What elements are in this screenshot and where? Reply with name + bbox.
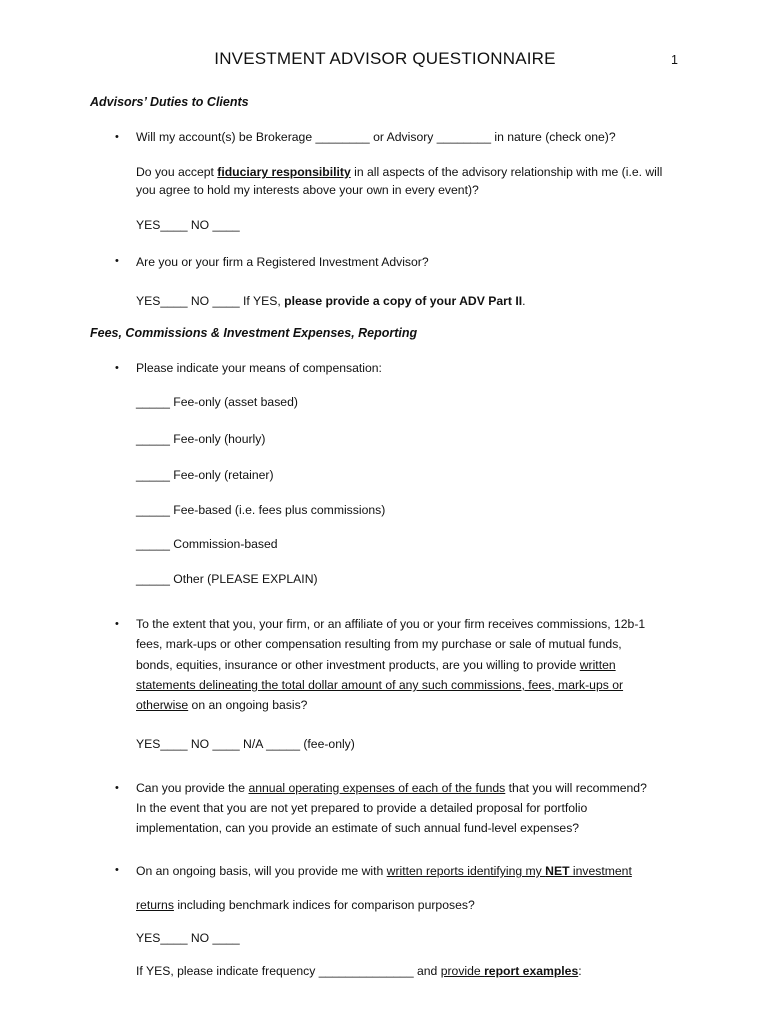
question-report-frequency-provide: provide	[440, 964, 485, 978]
question-commissions-line3-pre: bonds, equities, insurance or other investment products, are you willing to provide	[136, 658, 580, 672]
page-number: 1	[671, 53, 678, 67]
option-commission-based: _____ Commission-based	[136, 537, 278, 551]
question-fiduciary-pre: Do you accept	[136, 165, 218, 179]
answer-yes-no-fiduciary: YES____ NO ____	[136, 218, 240, 232]
answer-yes-no-reports: YES____ NO ____	[136, 931, 240, 945]
option-fee-only-hourly: _____ Fee-only (hourly)	[136, 432, 266, 446]
question-commissions-line1: To the extent that you, your firm, or an affiliate of you or your firm receives commissions, 12b-1	[136, 617, 646, 631]
question-fiduciary-line2: you agree to hold my interests above your own in every event)?	[136, 183, 479, 197]
question-net-returns-line2	[136, 895, 475, 915]
question-fund-expenses-pre: Can you provide the	[136, 781, 249, 795]
section-heading-duties: Advisors’ Duties to Clients	[90, 95, 249, 109]
section-heading-fees: Fees, Commissions & Investment Expenses, Reporting	[90, 326, 418, 340]
question-report-frequency-post: :	[578, 964, 582, 978]
bullet-icon: •	[115, 864, 119, 876]
question-net-returns	[136, 861, 632, 881]
answer-yes-no-ria	[136, 291, 526, 311]
question-fund-expenses	[136, 778, 647, 798]
question-commissions-line2: fees, mark-ups or other compensation resulting from my purchase or sale of mutual funds,	[136, 637, 622, 651]
question-commissions-line3	[136, 655, 616, 675]
option-fee-based: _____ Fee-based (i.e. fees plus commissions)	[136, 503, 386, 517]
bullet-icon: •	[115, 131, 119, 143]
question-commissions-line5-post: on an ongoing basis?	[188, 698, 308, 712]
document-title: INVESTMENT ADVISOR QUESTIONNAIRE	[214, 49, 556, 68]
question-fiduciary	[136, 162, 662, 182]
answer-ria-pre: YES____ NO ____ If YES,	[136, 294, 285, 308]
question-fund-expenses-line2: In the event that you are not yet prepared to provide a detailed proposal for portfolio	[136, 801, 588, 815]
question-report-frequency-pre: If YES, please indicate frequency ______________ and	[136, 964, 441, 978]
question-net-returns-u1: written reports identifying my	[386, 864, 546, 878]
question-report-frequency	[136, 961, 582, 981]
question-fund-expenses-underlined: annual operating expenses of each of the funds	[248, 781, 506, 795]
question-fiduciary-post: in all aspects of the advisory relationship with me (i.e. will	[350, 165, 663, 179]
answer-ria-post: .	[522, 294, 526, 308]
question-commissions-otherwise: otherwise	[136, 698, 189, 712]
answer-yes-no-na-commissions: YES____ NO ____ N/A _____ (fee-only)	[136, 737, 355, 751]
option-fee-only-asset: _____ Fee-only (asset based)	[136, 395, 298, 409]
question-net-returns-u2: investment	[569, 864, 632, 878]
question-commissions-written: written	[579, 658, 616, 672]
question-compensation: Please indicate your means of compensation:	[136, 361, 382, 375]
question-net-returns-line2-post: including benchmark indices for comparison purposes?	[173, 898, 475, 912]
option-fee-only-retainer: _____ Fee-only (retainer)	[136, 468, 274, 482]
bullet-icon: •	[115, 782, 119, 794]
bullet-icon: •	[115, 618, 119, 630]
question-net-returns-returns: returns	[136, 898, 174, 912]
question-account-type: Will my account(s) be Brokerage ________ or Advisory ________ in nature (check one)?	[136, 130, 616, 144]
question-net-returns-pre: On an ongoing basis, will you provide me with	[136, 864, 387, 878]
question-report-examples: report examples	[484, 964, 579, 978]
question-commissions-line4: statements delineating the total dollar amount of any such commissions, fees, mark-ups or	[136, 678, 624, 692]
question-fund-expenses-post: that you will recommend?	[505, 781, 647, 795]
question-net-returns-net: NET	[545, 864, 570, 878]
answer-ria-bold: please provide a copy of your ADV Part II	[284, 294, 523, 308]
bullet-icon: •	[115, 255, 119, 267]
question-ria: Are you or your firm a Registered Investment Advisor?	[136, 255, 429, 269]
bullet-icon: •	[115, 362, 119, 374]
question-commissions-line5	[136, 695, 307, 715]
option-other: _____ Other (PLEASE EXPLAIN)	[136, 572, 318, 586]
question-fund-expenses-line3: implementation, can you provide an estimate of such annual fund-level expenses?	[136, 821, 580, 835]
fiduciary-responsibility-term: fiduciary responsibility	[217, 165, 351, 179]
